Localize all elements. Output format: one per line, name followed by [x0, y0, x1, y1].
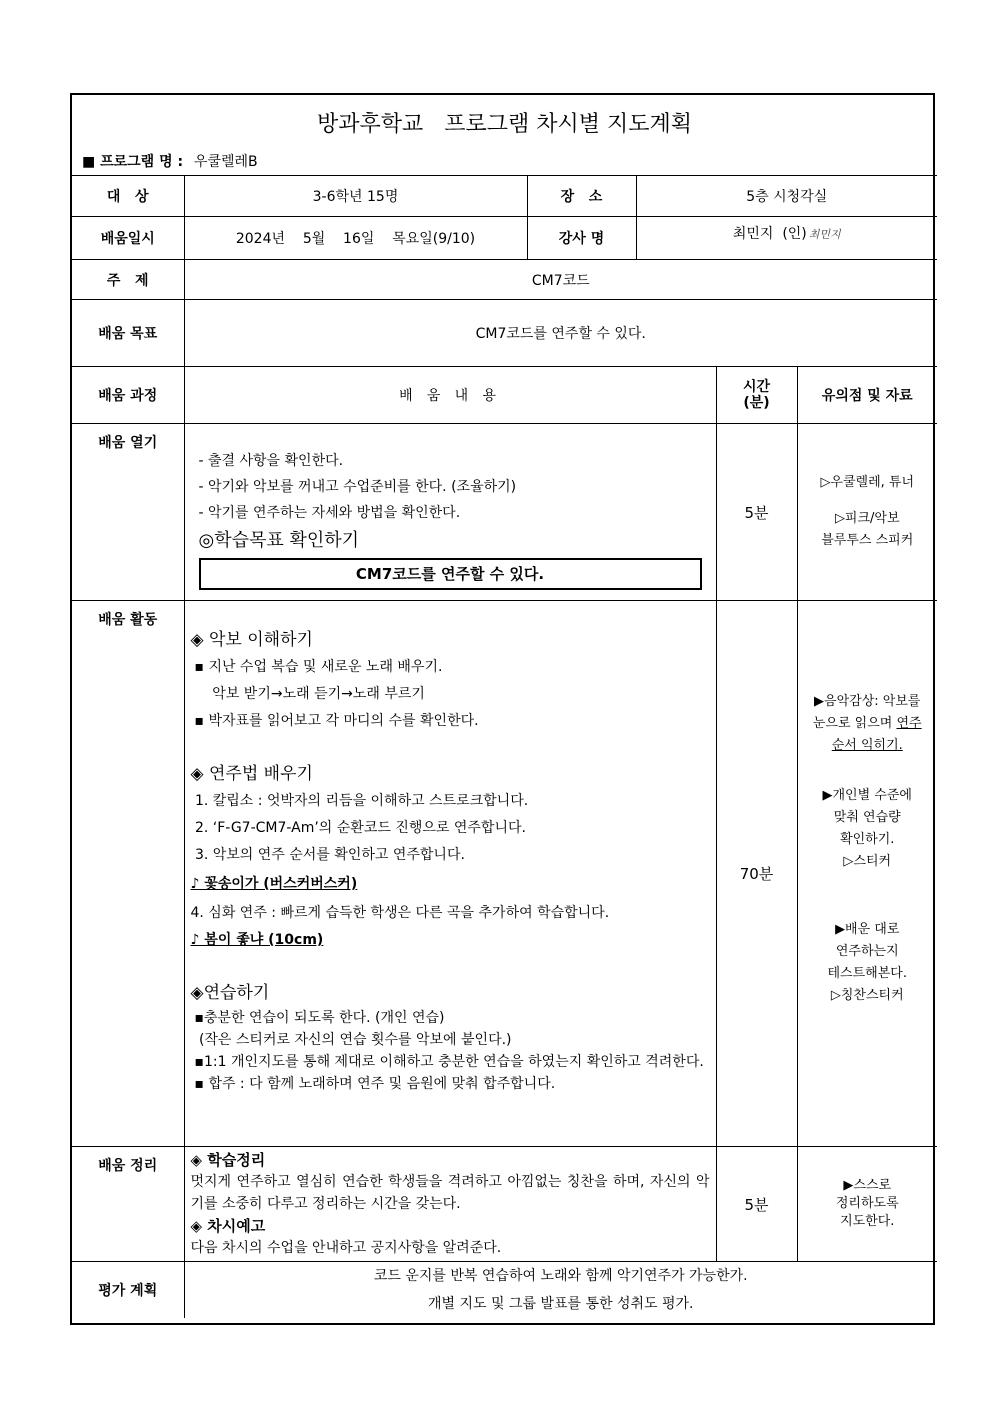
activity-note: ▶배운 대로: [835, 922, 900, 937]
activity-item: ▪ 합주 : 다 함께 노래하며 연주 및 음원에 맞춰 합주합니다.: [194, 1076, 556, 1092]
opening-time: 5분: [716, 424, 797, 601]
goal-heading: ◎학습목표 확인하기: [198, 530, 360, 551]
closing-note: 지도한다.: [840, 1214, 895, 1229]
opening-note: ▷피크/악보: [834, 511, 900, 526]
goal-box: CM7코드를 연주할 수 있다.: [199, 558, 702, 590]
date-value: [184, 217, 527, 260]
place-value: 5층 시청각실: [636, 176, 937, 217]
activity-note: ▶음악감상: 악보를: [814, 694, 921, 709]
song-title: [191, 871, 710, 898]
closing-heading: ◈ 학습정리: [190, 1151, 266, 1169]
song-title: [191, 927, 710, 954]
goal-label: 배움 목표: [72, 300, 184, 367]
teacher-value: [636, 217, 937, 260]
column-notes: 유의점 및 자료: [797, 367, 937, 424]
opening-content: [184, 424, 716, 601]
evaluation-line: 코드 운지를 반복 연습하여 노래와 함께 악기연주가 가능한가.: [373, 1268, 748, 1284]
target-value: 3-6학년 15명: [184, 176, 527, 217]
section-title: ◈ 연주법 배우기: [190, 764, 313, 784]
topic-value: CM7코드: [184, 260, 937, 300]
teacher-name: 최민지 (인): [732, 226, 807, 242]
closing-time: 5분: [716, 1147, 797, 1262]
activity-item: 2. ‘F-G7-CM7-Am’의 순환코드 진행으로 연주합니다.: [190, 820, 526, 836]
lesson-plan-table: [72, 95, 937, 1318]
opening-label: 배움 열기: [72, 424, 184, 601]
opening-item: - 악기와 악보를 꺼내고 수업준비를 한다. (조율하기): [198, 479, 517, 495]
header-cell: [72, 95, 937, 176]
opening-item: - 악기를 연주하는 자세와 방법을 확인한다.: [198, 505, 461, 521]
date-label: 배움일시: [72, 217, 184, 260]
teacher-label: 강사 명: [527, 217, 636, 260]
activity-note: ▷스티커: [843, 854, 892, 869]
column-time: 시간 (분): [716, 367, 797, 424]
closing-content: [184, 1147, 716, 1262]
closing-note: ▶스스로: [843, 1178, 892, 1193]
column-content-text: 배 움 내 용: [399, 388, 501, 404]
place-label-text: 장 소: [560, 189, 603, 205]
lesson-plan-sheet: [70, 93, 935, 1325]
opening-note: ▷우쿨렐레, 튜너: [820, 475, 915, 490]
activity-item: 4. 심화 연주 : 빠르게 습득한 학생은 다른 곡을 추가하여 학습합니다.: [190, 905, 610, 921]
opening-note: 블루투스 스피커: [821, 533, 914, 548]
program-name-value: 우쿨렐레B: [193, 154, 258, 170]
date-value-text: 2024년 5월 16일 목요일(9/10): [235, 231, 476, 247]
column-process: 배움 과정: [72, 367, 184, 424]
evaluation-line: 개별 지도 및 그룹 발표를 통한 성취도 평가.: [427, 1296, 694, 1312]
activity-item: 악보 받기→노래 듣기→노래 부르기: [194, 686, 425, 702]
song-title-text: ♪ 봄이 좋냐 (10cm): [190, 932, 324, 948]
evaluation-content: [184, 1262, 937, 1319]
page-title: 방과후학교 프로그램 차시별 지도계획: [317, 112, 692, 137]
activity-item: ▪ 박자표를 읽어보고 각 마디의 수를 확인한다.: [194, 713, 479, 729]
program-name-line: [82, 151, 258, 171]
activity-note-text: 눈으로 읽으며: [812, 716, 897, 731]
activity-note: 확인하기.: [840, 832, 895, 847]
activity-note: ▷칭찬스티커: [830, 988, 904, 1003]
goal-value: CM7코드를 연주할 수 있다.: [184, 300, 937, 367]
activity-item: ▪ 지난 수업 복습 및 새로운 노래 배우기.: [194, 659, 443, 675]
opening-item: - 출결 사항을 확인한다.: [198, 453, 344, 469]
opening-note-spacer: [798, 494, 938, 508]
activity-note: 연주하는지: [835, 944, 899, 959]
section-title: ◈ 악보 이해하기: [190, 630, 313, 650]
target-label-text: 대 상: [106, 189, 149, 205]
activity-label: 배움 활동: [72, 601, 184, 1147]
song-title-text: ♪ 꽃송이가 (버스커버스커): [190, 876, 358, 892]
closing-text: 다음 차시의 수업을 안내하고 공지사항을 알려준다.: [190, 1240, 502, 1256]
column-content: [184, 367, 716, 424]
closing-notes: [797, 1147, 937, 1262]
notes-spacer: [798, 757, 938, 785]
activity-item: ▪충분한 연습이 되도록 한다. (개인 연습): [194, 1010, 445, 1026]
activity-item: (작은 스티커로 자신의 연습 횟수를 악보에 붙인다.): [194, 1032, 512, 1048]
closing-label: 배움 정리: [72, 1147, 184, 1262]
closing-note: 정리하도록: [835, 1196, 899, 1211]
evaluation-label: 평가 계획: [72, 1262, 184, 1319]
activity-notes: [797, 601, 937, 1147]
activity-note: 테스트해본다.: [827, 966, 907, 981]
activity-note: ▶개인별 수준에: [822, 788, 912, 803]
place-label: [527, 176, 636, 217]
activity-item: 1. 칼립소 : 엇박자의 리듬을 이해하고 스트로크합니다.: [190, 793, 529, 809]
activity-item: ▪1:1 개인지도를 통해 제대로 이해하고 충분한 연습을 하였는지 확인하고 격려한다.: [194, 1054, 704, 1070]
activity-content: [184, 601, 716, 1147]
activity-note-underlined: 연주: [896, 716, 922, 731]
notes-spacer: [798, 873, 938, 919]
program-name-label: ■ 프로그램 명 :: [82, 154, 184, 170]
closing-text: 멋지게 연주하고 열심히 연습한 학생들을 격려하고 아낌없는 칭찬을 하며, 자신의 악기를 소중히 다루고 정리하는 시간을 갖는다.: [190, 1174, 710, 1212]
activity-note: 맞춰 연습량: [833, 810, 901, 825]
activity-time: 70분: [716, 601, 797, 1147]
closing-heading: ◈ 차시예고: [190, 1217, 266, 1235]
activity-note: 순서 익히기.: [831, 738, 903, 753]
target-label: [72, 176, 184, 217]
teacher-signature: 최민지: [808, 228, 841, 241]
opening-notes: [797, 424, 937, 601]
activity-note: [798, 713, 938, 735]
topic-label: [72, 260, 184, 300]
activity-item: 3. 악보의 연주 순서를 확인하고 연주합니다.: [190, 847, 465, 863]
topic-label-text: 주 제: [106, 272, 149, 289]
section-title: ◈연습하기: [190, 983, 270, 1003]
